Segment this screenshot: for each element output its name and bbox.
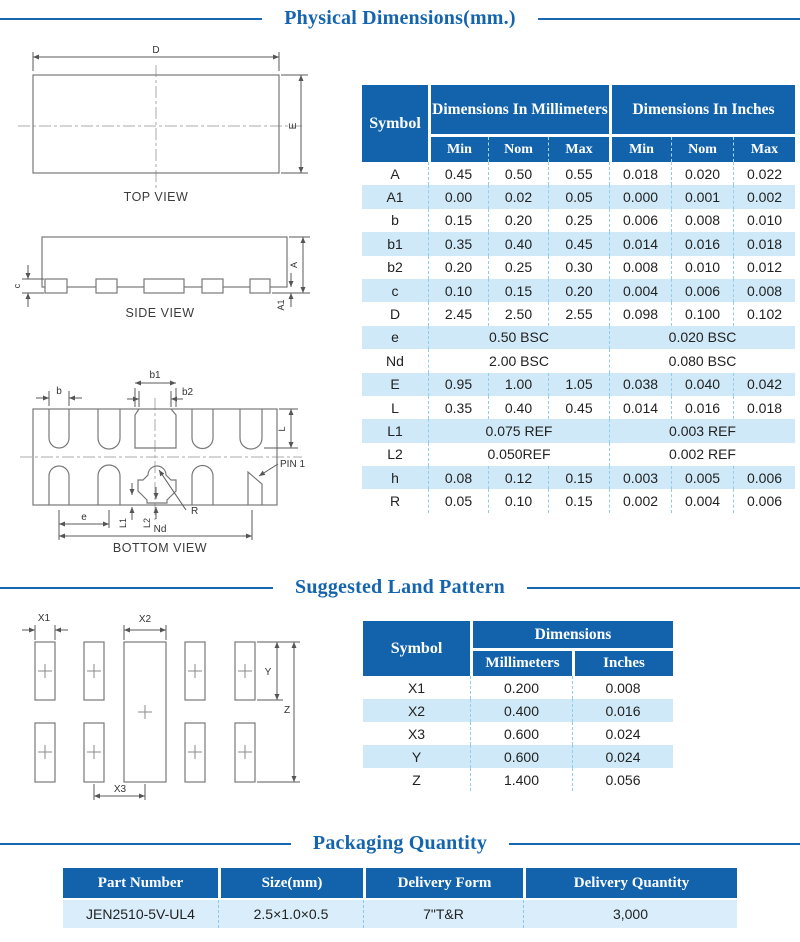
cell: 0.008 <box>609 256 671 279</box>
cell: 0.40 <box>488 396 548 419</box>
title-rule-left <box>0 843 291 845</box>
cell: 0.100 <box>671 302 733 325</box>
terminal-pad <box>96 279 117 293</box>
pin1-label: PIN 1 <box>280 459 306 470</box>
table-row <box>362 466 795 489</box>
millimeters-header: Millimeters <box>470 651 572 676</box>
table-row <box>362 162 795 185</box>
in-nom-header: Nom <box>671 137 733 162</box>
cell: 0.05 <box>548 185 609 208</box>
dim-label-nd: Nd <box>153 524 167 535</box>
cell: 0.15 <box>428 209 488 232</box>
cell: 0.003 <box>609 466 671 489</box>
cell: 0.15 <box>548 466 609 489</box>
land-pattern-drawing <box>10 600 350 812</box>
terminal-pad <box>202 279 223 293</box>
cell-span: 0.50 BSC <box>428 326 609 349</box>
cell: 0.018 <box>733 396 795 419</box>
cell-span: 0.020 BSC <box>609 326 795 349</box>
section-title-land-pattern <box>0 576 800 599</box>
cell: 0.014 <box>609 232 671 255</box>
mm-group-header: Dimensions In Millimeters <box>428 85 609 137</box>
cell: 0.008 <box>671 209 733 232</box>
table-row <box>362 373 795 396</box>
dim-label-l1: L1 <box>118 517 128 529</box>
mm-nom-header: Nom <box>488 137 548 162</box>
symbol-cell: Nd <box>386 352 404 369</box>
side-view-caption: SIDE VIEW <box>125 306 195 320</box>
symbol-cell: D <box>389 306 401 323</box>
terminal-pad <box>250 279 270 293</box>
symbol-cell: L2 <box>387 446 403 463</box>
title-rule-right <box>509 843 800 845</box>
cell: 0.040 <box>671 373 733 396</box>
inches-group-header: Dimensions In Inches <box>609 85 795 137</box>
cell: 0.008 <box>733 279 795 302</box>
cell: 1.05 <box>548 373 609 396</box>
cell: 0.45 <box>428 162 488 185</box>
inches-header: Inches <box>572 651 673 676</box>
table-row <box>362 349 795 372</box>
cell: 0.05 <box>428 489 488 512</box>
symbol-cell: X2 <box>363 699 470 722</box>
cell-span: 0.003 REF <box>609 419 795 442</box>
delivery-form-header: Delivery Form <box>363 868 523 900</box>
dim-label-b2: b2 <box>182 387 194 398</box>
center-cross-pad <box>138 466 176 503</box>
top-view-drawing <box>10 40 350 222</box>
title-rule-left <box>0 587 273 589</box>
table-header-row <box>362 85 795 137</box>
dim-label-b: b <box>56 386 62 397</box>
dim-label-a: A <box>289 261 299 269</box>
terminal-pad <box>98 465 120 505</box>
cell: 0.20 <box>548 279 609 302</box>
cell: 0.102 <box>733 302 795 325</box>
cell: 0.001 <box>671 185 733 208</box>
symbol-cell: L1 <box>362 419 428 442</box>
cell: 0.55 <box>548 162 609 185</box>
cell: 0.002 <box>609 489 671 512</box>
table-row <box>362 326 795 349</box>
table-row <box>363 676 673 699</box>
terminal-pad <box>98 409 120 449</box>
mm-max-header: Max <box>548 137 609 162</box>
dim-label-y: Y <box>264 667 272 678</box>
side-view-drawing <box>10 225 350 325</box>
dim-label-z: Z <box>283 705 291 716</box>
symbol-cell: X1 <box>407 679 426 696</box>
cell: 0.016 <box>671 232 733 255</box>
cell: 0.30 <box>548 256 609 279</box>
cell: 0.600 <box>470 745 572 768</box>
cell: 0.45 <box>548 232 609 255</box>
table-row <box>362 302 795 325</box>
dim-label-x1: X1 <box>37 613 51 624</box>
cell: 0.12 <box>488 466 548 489</box>
mm-min-header: Min <box>428 137 488 162</box>
cell: 0.600 <box>470 722 572 745</box>
cell: 0.400 <box>470 699 572 722</box>
cell-span: 2.00 BSC <box>428 349 609 372</box>
terminal-pad <box>49 466 69 505</box>
title-rule-right <box>538 18 800 20</box>
pad-center-marks <box>38 664 252 759</box>
cell: 0.098 <box>609 302 671 325</box>
symbol-cell: c <box>362 279 428 302</box>
dim-label-d: D <box>152 45 160 56</box>
table-row <box>362 419 795 442</box>
table-row <box>362 256 795 279</box>
cell: 0.45 <box>548 396 609 419</box>
terminal-pad <box>192 409 213 449</box>
pin1-chamfer-pad <box>248 472 262 505</box>
table-header-row <box>363 621 673 651</box>
cell: 0.25 <box>488 256 548 279</box>
symbol-cell: b <box>391 212 399 229</box>
cell: 0.005 <box>671 466 733 489</box>
cell: 0.200 <box>470 676 572 699</box>
cell: 0.20 <box>428 256 488 279</box>
symbol-cell: R <box>389 493 401 510</box>
symbol-cell: X3 <box>407 725 426 742</box>
cell: 0.042 <box>733 373 795 396</box>
cell: 0.024 <box>572 745 673 768</box>
dim-label-e: e <box>81 512 87 523</box>
table-row <box>362 232 795 255</box>
cell: 0.08 <box>428 466 488 489</box>
symbol-cell: A <box>390 165 400 182</box>
cell: 2.50 <box>488 302 548 325</box>
cell: 0.006 <box>609 209 671 232</box>
cell: 0.25 <box>548 209 609 232</box>
cell: 0.10 <box>428 279 488 302</box>
cell: 0.000 <box>609 185 671 208</box>
terminal-pad <box>144 279 184 293</box>
delivery-quantity-cell: 3,000 <box>523 900 737 928</box>
physical-dimensions-table <box>362 85 795 513</box>
table-row <box>362 443 795 466</box>
cell: 0.50 <box>488 162 548 185</box>
cell: 0.95 <box>428 373 488 396</box>
cell: 0.10 <box>488 489 548 512</box>
table-row <box>363 722 673 745</box>
table-row <box>363 745 673 768</box>
cell: 0.016 <box>572 699 673 722</box>
part-number-cell: JEN2510-5V-UL4 <box>63 900 218 928</box>
cell-span: 0.050REF <box>428 443 609 466</box>
cell: 0.038 <box>609 373 671 396</box>
cell: 0.006 <box>733 489 795 512</box>
table-row <box>63 900 737 928</box>
terminal-pad <box>192 466 213 506</box>
cell: 0.010 <box>733 209 795 232</box>
dim-label-a1: A1 <box>276 299 286 311</box>
cell: 0.018 <box>733 232 795 255</box>
page-title: Physical Dimensions(mm.) <box>284 7 516 29</box>
cell: 0.010 <box>671 256 733 279</box>
title-rule-right <box>527 587 800 589</box>
section-title-packaging-quantity <box>0 832 800 855</box>
dim-label-b1: b1 <box>149 370 161 381</box>
table-row <box>362 279 795 302</box>
table-row <box>362 489 795 512</box>
cell: 0.002 <box>733 185 795 208</box>
symbol-cell: e <box>362 326 428 349</box>
table-row <box>362 396 795 419</box>
cell: 0.35 <box>428 232 488 255</box>
cell: 1.00 <box>488 373 548 396</box>
cell: 0.004 <box>609 279 671 302</box>
dimensions-group-header: Dimensions <box>470 621 673 651</box>
cell: 2.45 <box>428 302 488 325</box>
cell: 0.012 <box>733 256 795 279</box>
table-row <box>363 768 673 791</box>
symbol-cell: h <box>362 466 428 489</box>
dim-label-r: R <box>191 506 199 517</box>
cell: 0.006 <box>733 466 795 489</box>
symbol-header: Symbol <box>362 85 428 162</box>
symbol-cell: Z <box>412 771 421 788</box>
cell-span: 0.080 BSC <box>609 349 795 372</box>
cell: 0.15 <box>488 279 548 302</box>
delivery-quantity-header: Delivery Quantity <box>523 868 737 900</box>
dim-label-l: L <box>277 426 287 432</box>
table-row <box>362 209 795 232</box>
table-row <box>363 699 673 722</box>
cell: 0.020 <box>671 162 733 185</box>
delivery-form-cell: 7"T&R <box>363 900 523 928</box>
dim-label-x2: X2 <box>138 614 152 625</box>
bottom-view-caption: BOTTOM VIEW <box>112 541 208 555</box>
section-title: Suggested Land Pattern <box>295 576 505 598</box>
cell: 2.55 <box>548 302 609 325</box>
table-header-row <box>63 868 737 900</box>
in-min-header: Min <box>609 137 671 162</box>
cell: 0.004 <box>671 489 733 512</box>
cell: 0.022 <box>733 162 795 185</box>
cell: 0.024 <box>572 722 673 745</box>
top-view-caption: TOP VIEW <box>123 190 189 204</box>
cell: 0.35 <box>428 396 488 419</box>
in-max-header: Max <box>733 137 795 162</box>
symbol-header: Symbol <box>363 621 470 676</box>
terminal-pad <box>45 279 67 293</box>
cell: 0.018 <box>609 162 671 185</box>
terminal-pad <box>240 409 262 449</box>
size-header: Size(mm) <box>218 868 363 900</box>
cell: 0.20 <box>488 209 548 232</box>
title-rule-left <box>0 18 262 20</box>
size-cell: 2.5×1.0×0.5 <box>218 900 363 928</box>
dim-label-l2: L2 <box>142 517 152 529</box>
cell-span: 0.002 REF <box>609 443 795 466</box>
section-title: Packaging Quantity <box>312 832 488 854</box>
section-title-physical-dimensions <box>0 7 800 30</box>
dim-label-x3: X3 <box>113 784 127 795</box>
cell: 0.40 <box>488 232 548 255</box>
cell: 1.400 <box>470 768 572 791</box>
part-number-header: Part Number <box>63 868 218 900</box>
land-pattern-table <box>363 621 673 791</box>
cell-span: 0.075 REF <box>428 419 609 442</box>
dim-label-c: c <box>12 283 22 289</box>
cell: 0.006 <box>671 279 733 302</box>
symbol-cell: A1 <box>362 185 428 208</box>
cell: 0.056 <box>572 768 673 791</box>
table-row <box>362 185 795 208</box>
packaging-quantity-table <box>63 868 737 928</box>
terminal-pad <box>49 409 69 448</box>
cell: 0.02 <box>488 185 548 208</box>
cell: 0.016 <box>671 396 733 419</box>
cell: 0.15 <box>548 489 609 512</box>
symbol-cell: b2 <box>387 259 403 276</box>
dim-label-e: E <box>288 122 299 130</box>
symbol-cell: Y <box>363 745 470 768</box>
bottom-view-drawing <box>10 360 350 560</box>
cell: 0.008 <box>572 676 673 699</box>
symbol-cell: L <box>391 399 399 416</box>
symbol-cell: E <box>362 373 428 396</box>
cell: 0.014 <box>609 396 671 419</box>
cell: 0.00 <box>428 185 488 208</box>
symbol-cell: b1 <box>362 232 428 255</box>
